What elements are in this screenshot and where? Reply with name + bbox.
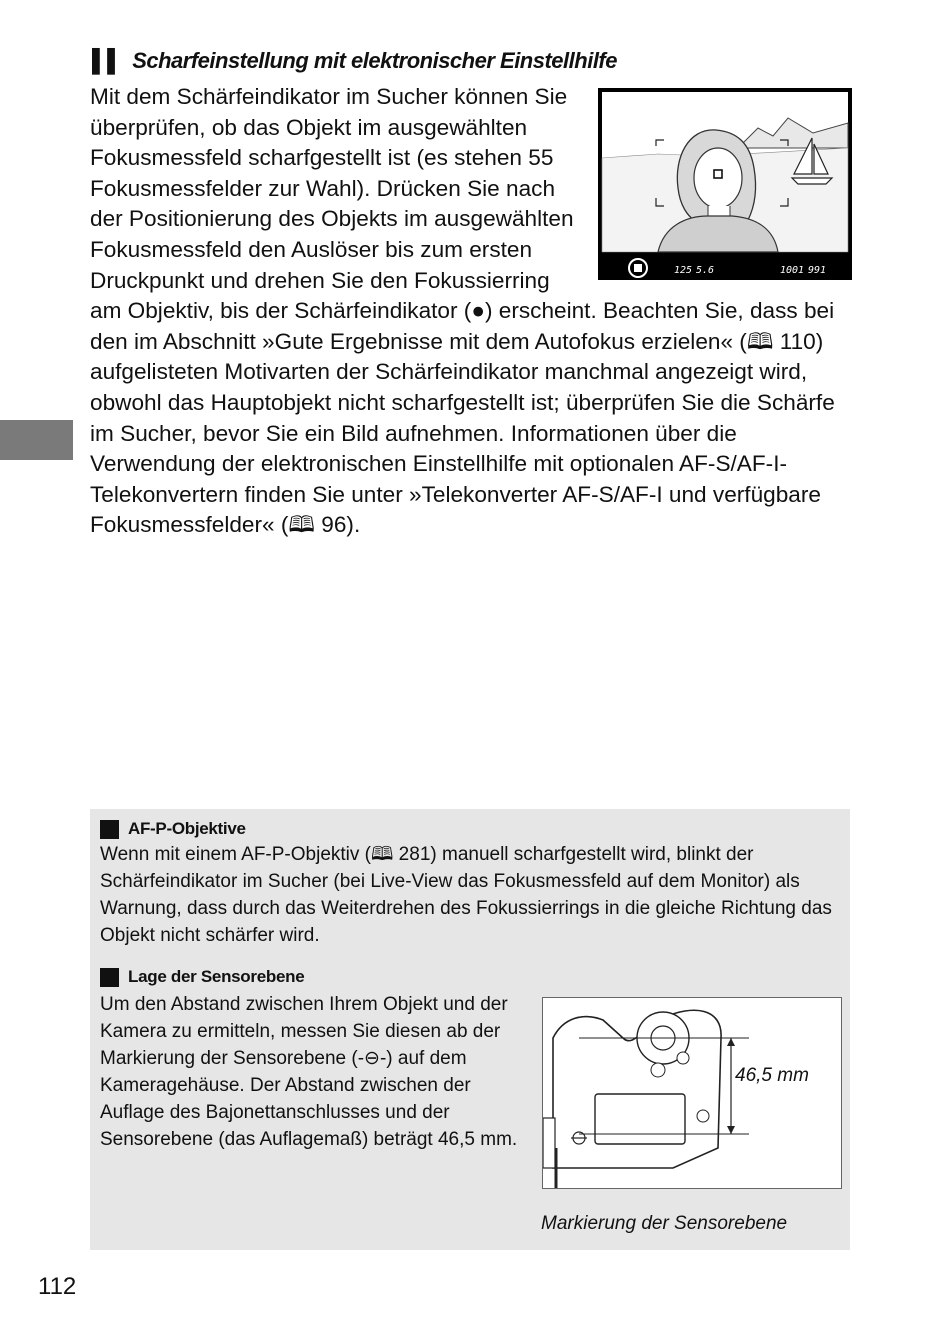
page-number: 112 xyxy=(38,1273,77,1300)
chapter-tab xyxy=(0,420,73,460)
vf-count: 1001 xyxy=(780,265,805,276)
vf-aperture: 5.6 xyxy=(696,265,715,276)
heading-mark: ▌▌ xyxy=(92,48,123,73)
note-paragraph: Wenn mit einem AF-P-Objektiv (🕮 281) manuell scharfgestellt wird, blinkt der Schärfeindikator im Sucher (bei Live-View das Fokusmessfeld auf dem Monitor) als Warnung, dass durch das Weiterdrehen des Fokussierrings in die gleiche Richtung das Objekt nicht schärfer wird. xyxy=(100,844,832,946)
note-text-afp xyxy=(100,841,842,949)
section-heading xyxy=(92,48,852,74)
camera-diagram xyxy=(542,997,842,1189)
notes-box xyxy=(90,809,850,1250)
diagram-caption: Markierung der Sensorebene xyxy=(541,1213,788,1234)
note-title-text: AF-P-Objektive xyxy=(128,819,246,838)
vf-count-suffix: 991 xyxy=(808,265,827,276)
viewfinder-illustration xyxy=(598,88,852,280)
note-title-text: Lage der Sensorebene xyxy=(128,967,305,986)
note-text-sensor xyxy=(100,991,520,1153)
viewfinder-svg xyxy=(598,88,852,280)
section-body xyxy=(90,82,852,541)
pencil-icon xyxy=(100,820,119,839)
camera-svg xyxy=(543,998,841,1188)
heading-text: Scharfeinstellung mit elektronischer Einstellhilfe xyxy=(132,48,617,73)
dimension-label: 46,5 mm xyxy=(735,1065,809,1086)
pencil-icon xyxy=(100,968,119,987)
vf-shutter: 125 xyxy=(674,265,693,276)
note-title-afp xyxy=(100,819,246,839)
section-body-text: Mit dem Schärfeindikator im Sucher können Sie überprüfen, ob das Objekt im ausgewählten Fokusmessfeld scharfgestellt ist (es stehen 55 Fokusmessfelder zur Wahl). Drücken Sie nach der Positionierung des Objekts im ausgewählten Fokusmessfeld den Auslöser bis zum ersten Druckpunkt und drehen Sie den Fokussierring am Objektiv, bis der Schärfeindikator (●) erscheint. Beachten Sie, dass bei den im Abschnitt »Gute Ergebnisse mit dem Autofokus erzielen« (🕮 110) aufgelisteten Motivarten der Schärfeindikator manchmal angezeigt wird, obwohl das Hauptobjekt nicht scharfgestellt ist; überprüfen Sie die Schärfe im Sucher, bevor Sie ein Bild aufnehmen. Informationen über die Verwendung der elektronischen Einstellhilfe mit optionalen AF-S/AF-I-Telekonvertern finden Sie unter »Telekonverter AF-S/AF-I und verfügbare Fokusmessfelder« (🕮 96). xyxy=(90,84,835,538)
note-paragraph: Um den Abstand zwischen Ihrem Objekt und der Kamera zu ermitteln, messen Sie diesen ab der Markierung der Sensorebene (-⊖-) auf dem Kameragehäuse. Der Abstand zwischen der Auflage des Bajonettanschlusses und der Sensorebene (das Auflagemaß) beträgt 46,5 mm. xyxy=(100,994,518,1150)
note-title-sensor xyxy=(100,967,304,987)
